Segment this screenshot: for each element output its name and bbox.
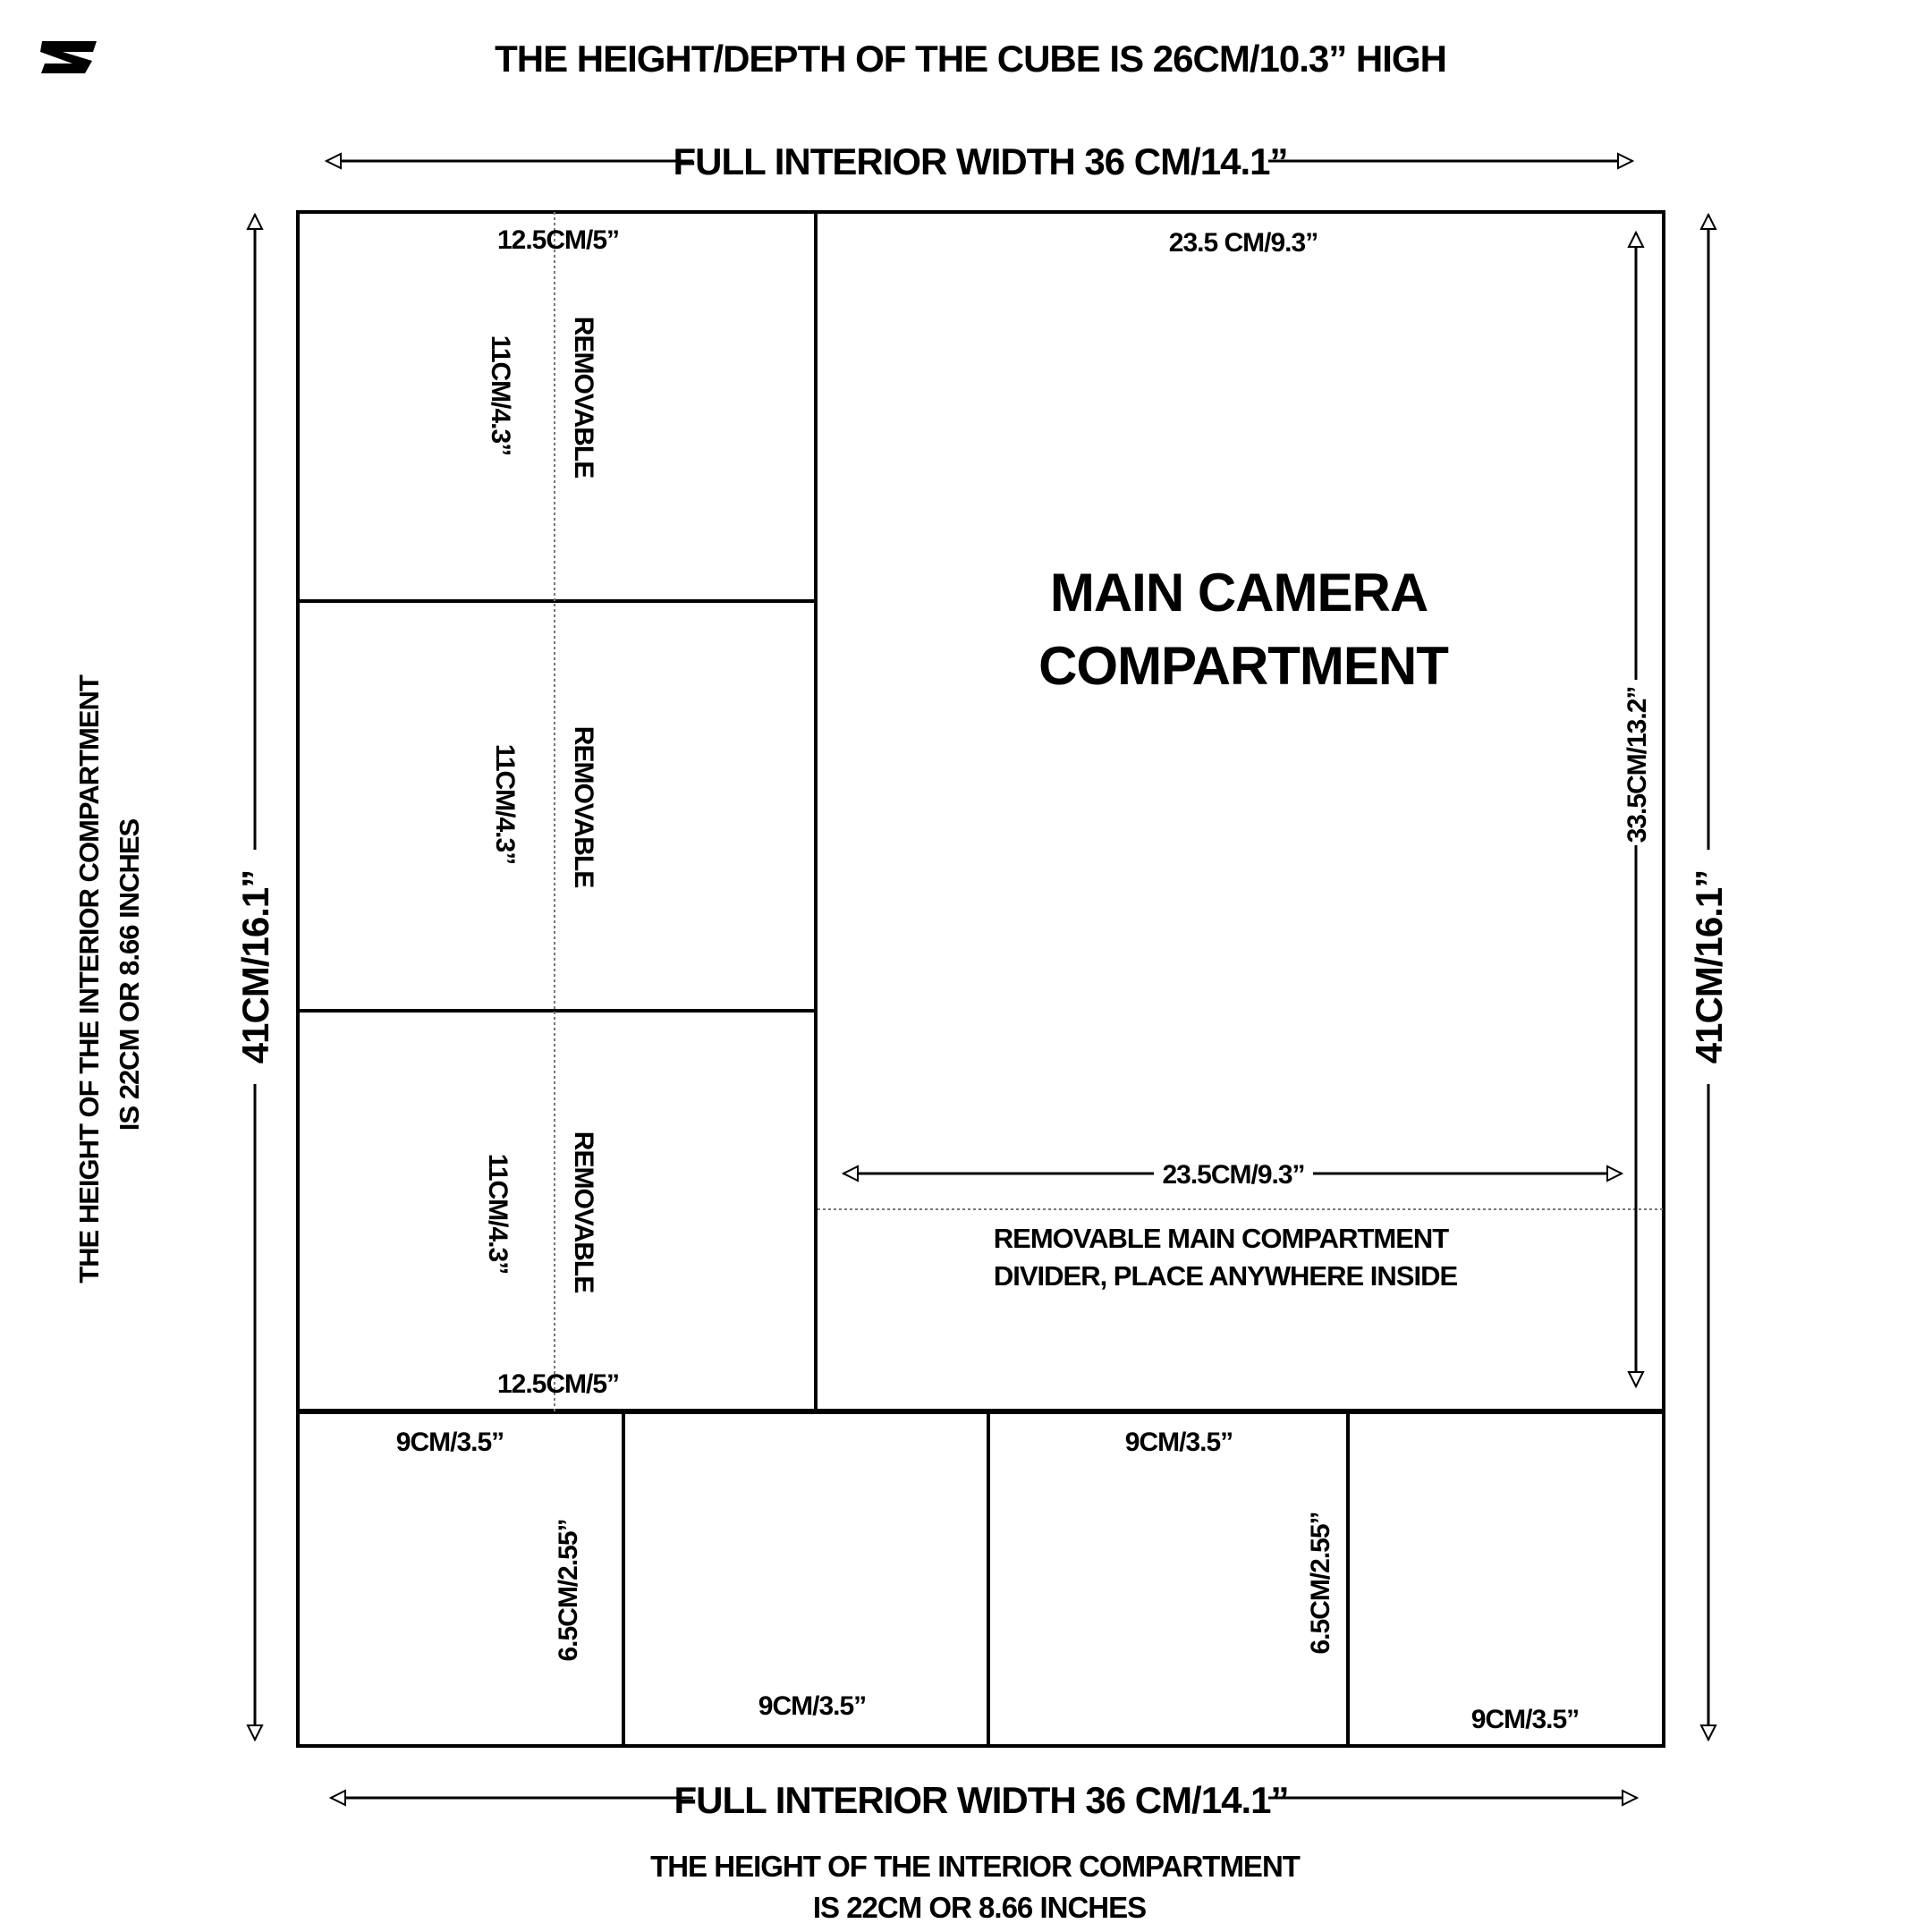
side-note-line1: THE HEIGHT OF THE INTERIOR COMPARTMENT (73, 675, 105, 1284)
left-bottom-width-label: 12.5CM/5” (496, 1369, 620, 1399)
divider-note-line2: DIVIDER, PLACE ANYWHERE INSIDE (993, 1260, 1458, 1292)
brand-logo-icon (40, 41, 97, 73)
bottom-cell-1-height-label: 6.5CM/2.55” (554, 1519, 583, 1662)
bottom-cell-3-height-label: 6.5CM/2.55” (1306, 1512, 1335, 1655)
main-inner-width-label: 23.5CM/9.3” (1162, 1160, 1305, 1190)
left-cell-3-removable-label: REMOVABLE (569, 1131, 598, 1293)
main-inner-width-dimension (843, 1160, 1622, 1190)
main-compartment-title-line2: COMPARTMENT (1038, 636, 1448, 696)
bottom-cell-1-width-label: 9CM/3.5” (395, 1428, 504, 1457)
left-cell-1-removable-label: REMOVABLE (569, 316, 598, 479)
side-note-line2: IS 22CM OR 8.66 INCHES (114, 818, 145, 1131)
main-top-width-label: 23.5 CM/9.3” (1168, 228, 1318, 258)
main-height-label: 33.5CM/13.2” (1623, 686, 1652, 843)
bottom-cell-4-width-label: 9CM/3.5” (1470, 1705, 1580, 1734)
top-width-dimension (326, 140, 1632, 182)
right-height-label: 41CM/16.1” (1688, 869, 1730, 1064)
bottom-width-label: FULL INTERIOR WIDTH 36 CM/14.1” (674, 1779, 1289, 1821)
main-height-dimension (1623, 233, 1652, 1386)
top-width-label: FULL INTERIOR WIDTH 36 CM/14.1” (673, 140, 1288, 182)
divider-note-line1: REMOVABLE MAIN COMPARTMENT (993, 1223, 1449, 1254)
left-cell-2-removable-label: REMOVABLE (569, 725, 598, 888)
left-cell-1-height-label: 11CM/4.3” (486, 335, 515, 456)
main-compartment-title-line1: MAIN CAMERA (1049, 563, 1428, 623)
footer-note-line2: IS 22CM OR 8.66 INCHES (812, 1891, 1147, 1924)
right-height-dimension (1688, 215, 1730, 1740)
footer-note-line1: THE HEIGHT OF THE INTERIOR COMPARTMENT (650, 1850, 1300, 1883)
cube-height-heading: THE HEIGHT/DEPTH OF THE CUBE IS 26CM/10.3” HIGH (495, 38, 1446, 80)
left-top-width-label: 12.5CM/5” (496, 225, 620, 255)
bottom-cell-2-width-label: 9CM/3.5” (758, 1691, 867, 1721)
bottom-cell-3-width-label: 9CM/3.5” (1124, 1428, 1233, 1457)
left-height-dimension (234, 215, 276, 1740)
left-height-label: 41CM/16.1” (234, 869, 276, 1064)
left-cell-3-height-label: 11CM/4.3” (483, 1153, 513, 1275)
left-cell-2-height-label: 11CM/4.3” (490, 743, 520, 865)
bottom-width-dimension (331, 1779, 1637, 1821)
